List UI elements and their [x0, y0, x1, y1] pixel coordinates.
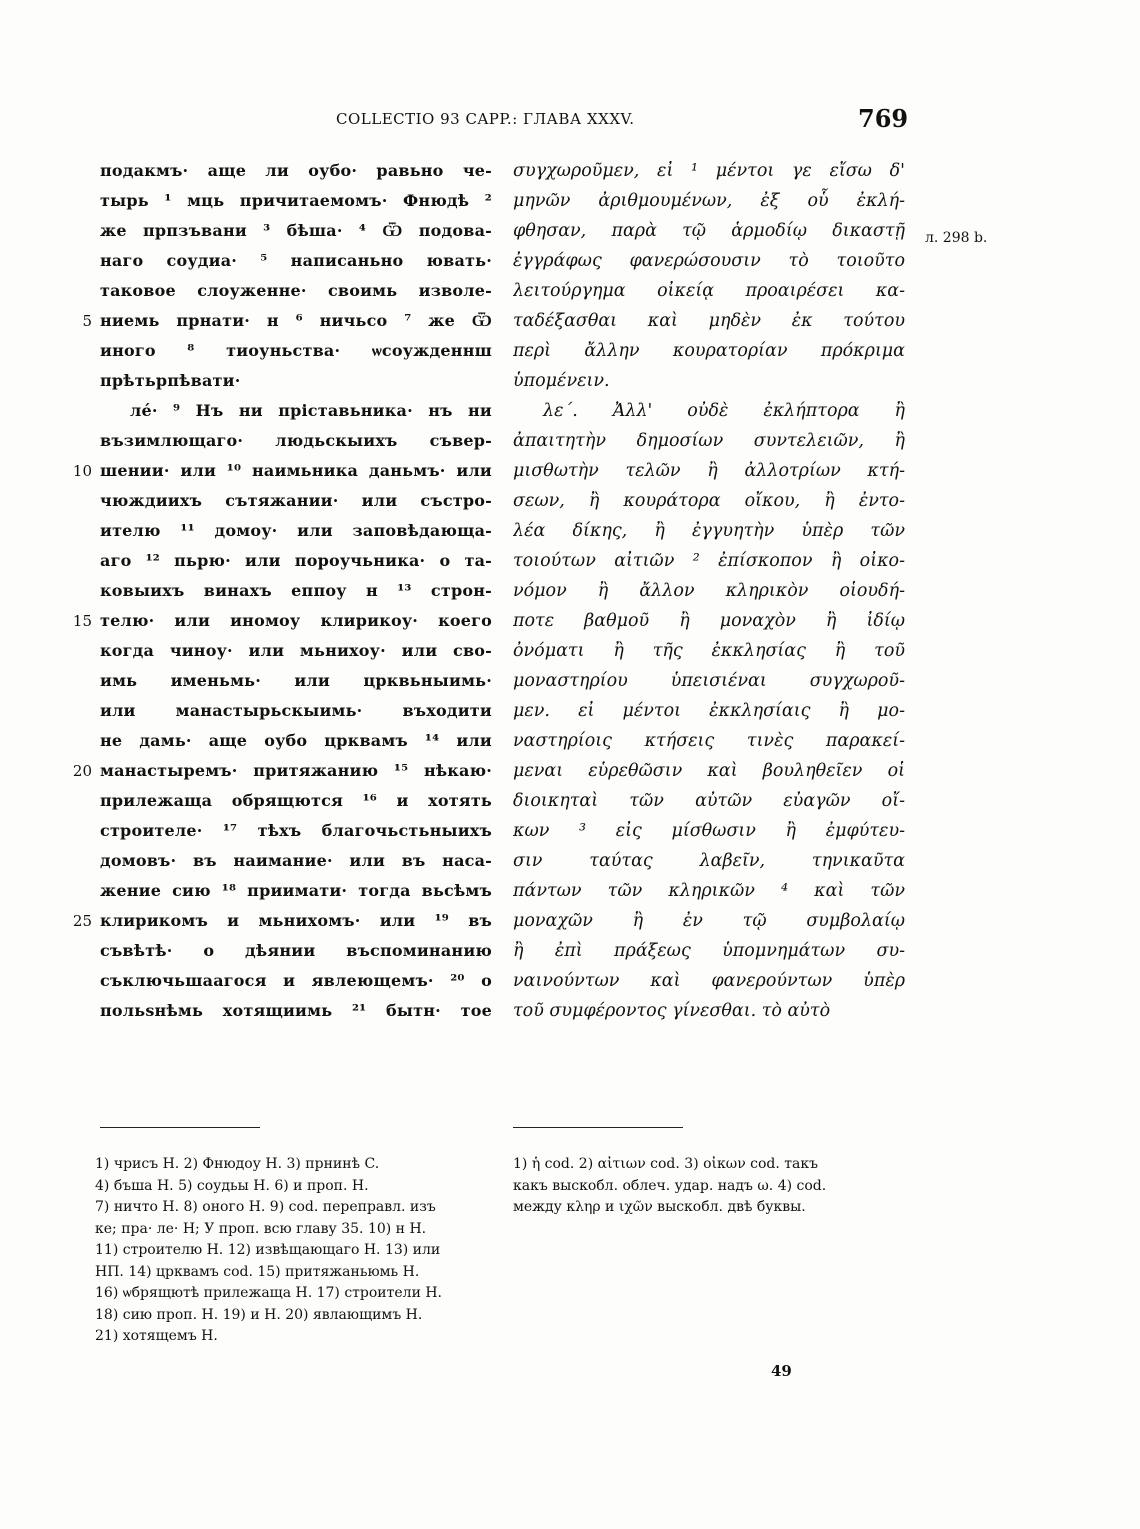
text-line: ниемь прнати· н ⁶ ничьсо ⁷ же Ѿ [100, 311, 492, 330]
text-line: κων ³ εἰς μίσθωσιν ἢ ἐμφύτευ- [513, 821, 905, 841]
footnote-line: 21) хотящемъ H. [95, 1328, 218, 1344]
text-line: ителю ¹¹ домоу· или заповѣдающа- [100, 521, 492, 540]
slavonic-text-column [100, 156, 492, 1026]
footnotes-left [95, 1154, 489, 1348]
text-line: прѣтьрпѣвати· [100, 371, 241, 390]
text-line: же прпзъвани ³ бѣша· ⁴ Ѿ подова- [100, 221, 492, 240]
text-line: περὶ ἄλλην κουρατορίαν πρόκριμα [513, 341, 905, 361]
footnote-line: какъ выскобл. облеч. удар. надъ ω. 4) cod. [513, 1177, 827, 1194]
text-line: ναστηρίοις κτήσεις τινὲς παρακεί- [513, 731, 905, 751]
footnote-line: 1) чрисъ H. 2) Фнюдоу H. 3) прнинѣ C. [95, 1156, 380, 1172]
text-line: шении· или ¹⁰ наимьника даньмъ· или [100, 461, 492, 480]
page-number: 769 [858, 104, 909, 133]
text-line: польѕнѣмь хотящиимь ²¹ бытн· тое [100, 1001, 492, 1020]
text-line: не дамь· аще оубо црквамъ ¹⁴ или [100, 731, 492, 750]
signature-mark: 49 [771, 1362, 792, 1380]
text-line: иного ⁸ тиоуньства· ѡсоужденнш [100, 341, 492, 360]
line-number: 15 [72, 612, 92, 630]
text-line: клирикомъ и мьнихомъ· или ¹⁹ въ [100, 911, 492, 930]
text-line: μηνῶν ἀριθμουμένων, ἐξ οὗ ἐκλή- [513, 191, 905, 211]
text-line: жение сию ¹⁸ приимати· тогда вьсѣмъ [100, 881, 492, 900]
text-line: σιν ταύτας λαβεῖν, τηνικαῦτα [513, 851, 905, 871]
text-line: μοναχῶν ἢ ἐν τῷ συμβολαίῳ [513, 911, 905, 931]
footnote-line: 11) строителю H. 12) извѣщающаго H. 13) или [95, 1242, 441, 1258]
text-line: τοιούτων αἰτιῶν ² ἐπίσκοπον ἢ οἰκο- [513, 551, 905, 571]
chapter-start-line: λε΄. Ἀλλ' οὐδὲ ἐκλήπτορα ἢ [543, 401, 905, 421]
footnotes-right [513, 1154, 913, 1219]
greek-text-column [513, 156, 905, 1026]
footnote-line: ке; пра· ле· H; У проп. всю главу 35. 10) н H. [95, 1220, 427, 1237]
text-line: ταδέξασθαι καὶ μηδὲν ἐκ τούτου [513, 311, 905, 331]
footnote-line: 1) ἡ cod. 2) αἰτιων cod. 3) οἰκων cod. такъ [513, 1156, 819, 1172]
text-line: μοναστηρίου ὑπεισιέναι συγχωροῦ- [513, 671, 905, 691]
text-line: ἐγγράφως φανερώσουσιν τὸ τοιοῦτο [513, 251, 905, 271]
text-line: ἀπαιτητὴν δημοσίων συντελειῶν, ἢ [513, 431, 905, 451]
line-number: 20 [72, 762, 92, 780]
line-number: 10 [72, 462, 92, 480]
footnote-line: НП. 14) црквамъ cod. 15) притяжаньюмь H. [95, 1263, 420, 1280]
text-line: φθησαν, παρὰ τῷ ἁρμοδίῳ δικαστῇ [513, 221, 905, 241]
text-line: таковое слоуженне· своимь изволе- [100, 281, 492, 300]
text-line: прилежаща обрящются ¹⁶ и хотять [100, 791, 492, 810]
text-line: строителе· ¹⁷ тѣхъ благочьстьныихъ [100, 821, 492, 840]
text-line: ναινούντων καὶ φανερούντων ὑπὲρ [513, 971, 905, 991]
line-number: 25 [72, 912, 92, 930]
text-line: или манастырьскыимь· въходити [100, 701, 492, 720]
text-line: ὑπομένειν. [513, 371, 610, 391]
footnote-rule-left [100, 1127, 260, 1128]
text-line: когда чиноу· или мьнихоу· или сво- [100, 641, 492, 660]
footnote-line: 18) сию проп. H. 19) и H. 20) явлающимъ H. [95, 1306, 423, 1323]
text-line: подакмъ· аще ли оубо· равьно че- [100, 161, 492, 180]
text-line: μεναι εὑρεθῶσιν καὶ βουληθεῖεν οἱ [513, 761, 905, 781]
text-line: ὀνόματι ἢ τῆς ἐκκλησίας ἢ τοῦ [513, 641, 905, 661]
footnote-rule-right [513, 1127, 683, 1128]
footnote-line: 4) бъша H. 5) соудьы H. 6) и проп. H. [95, 1177, 369, 1194]
text-line: πάντων τῶν κληρικῶν ⁴ καὶ τῶν [513, 881, 905, 901]
text-line: λειτούργημα οἰκείᾳ προαιρέσει κα- [513, 281, 905, 301]
text-line: имь именьмь· или црквьныимь· [100, 671, 492, 690]
text-line: аго ¹² пьрю· или пороучьника· о та- [100, 551, 492, 570]
text-line: ковыихъ винахъ еппоу н ¹³ строн- [100, 581, 492, 600]
text-line: μισθωτὴν τελῶν ἢ ἀλλοτρίων κτή- [513, 461, 905, 481]
footnote-line: 7) ничто H. 8) оного H. 9) cod. переправл. изъ [95, 1199, 436, 1215]
text-line: възимлющаго· людьскыихъ съвер- [100, 431, 492, 450]
text-line: διοικηταὶ τῶν αὐτῶν εὐαγῶν οἴ- [513, 791, 905, 811]
text-line: σεων, ἢ κουράτορα οἴκου, ἢ ἐντο- [513, 491, 905, 511]
text-line: телю· или иномоу клирикоу· коего [100, 611, 492, 630]
footnote-line: 16) ѡбрящютѣ прилежаща H. 17) строители H. [95, 1285, 443, 1301]
text-line: τοῦ συμφέροντος γίνεσθαι. τὸ αὐτὸ [513, 1001, 831, 1021]
text-line: ἢ ἐπὶ πράξεως ὑπομνημάτων συ- [513, 941, 905, 961]
footnote-line: между κληρ и ιχῶν выскобл. двѣ буквы. [513, 1199, 806, 1215]
text-line: ποτε βαθμοῦ ἢ μοναχὸν ἢ ἰδίῳ [513, 611, 905, 631]
running-title: COLLECTIO 93 CAPP.: ГЛАВА XXXV. [336, 110, 635, 128]
text-line: съвѣтѣ· о дѣянии въспоминанию [100, 941, 492, 960]
margin-folio-note: л. 298 b. [925, 230, 988, 246]
text-line: наго соудиа· ⁵ написаньно ювать· [100, 251, 492, 270]
text-line: μεν. εἰ μέντοι ἐκκλησίαις ἢ μο- [513, 701, 905, 721]
text-line: λέα δίκης, ἢ ἐγγυητὴν ὑπὲρ τῶν [513, 521, 905, 541]
chapter-start-line: ле́· ⁹ Нъ ни пріставьника· нъ ни [130, 401, 492, 420]
text-line: чюждиихъ сътяжании· или състро- [100, 491, 492, 510]
text-line: тырь ¹ мць причитаемомъ· Фнюдѣ ² [100, 191, 492, 210]
text-line: домовъ· въ наимание· или въ наса- [100, 851, 492, 870]
text-line: съключьшаагося и явлеющемъ· ²⁰ о [100, 971, 492, 990]
line-number: 5 [82, 312, 92, 330]
text-line: манастыремъ· притяжанию ¹⁵ нѣкаю· [100, 761, 492, 780]
text-line: νόμον ἢ ἄλλον κληρικὸν οἱουδή- [513, 581, 905, 601]
text-line: συγχωροῦμεν, εἰ ¹ μέντοι γε εἴσω δ' [513, 161, 905, 181]
